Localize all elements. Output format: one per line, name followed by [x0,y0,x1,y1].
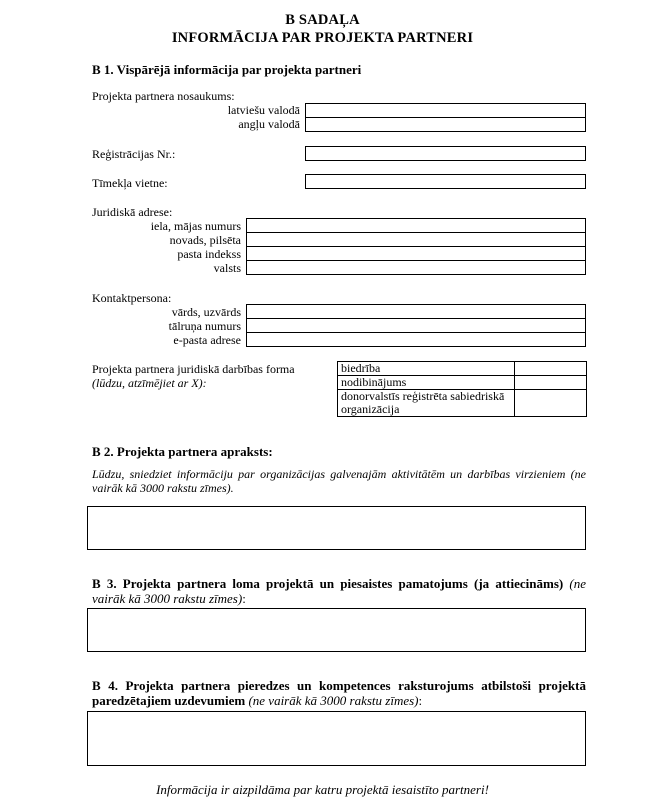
legal-form-checkbox[interactable] [515,362,587,376]
lang-en-label: angļu valodā [238,117,300,131]
legal-form-row [338,390,587,417]
address-postcode-label: pasta indekss [177,247,241,261]
website-label: Tīmekļa vietne: [92,176,168,190]
b1-heading: B 1. Vispārējā informācija par projekta partneri [92,62,362,77]
legal-form-hint: (lūdzu, atzīmējiet ar X): [92,376,207,390]
contact-phone-label: tālruņa numurs [168,319,241,333]
legal-form-option: nodibinājums [338,376,515,390]
page-title: INFORMĀCIJA PAR PROJEKTA PARTNERI [171,30,474,46]
b4-hint: (ne vairāk kā 3000 rakstu zīmes) [248,693,419,708]
address-postcode-field[interactable] [246,246,586,261]
address-region-label: novads, pilsēta [169,233,241,247]
address-street-label: iela, mājas numurs [150,219,241,233]
contact-name-field[interactable] [246,304,586,319]
b4-heading-line1: B 4. Projekta partnera pieredzes un kompetences raksturojums atbilstoši projektā [92,678,586,693]
contact-name-label: vārds, uzvārds [171,305,241,319]
address-label: Juridiskā adrese: [92,205,173,219]
b2-hint-line1: Lūdzu, sniedziet informāciju par organizācijas galvenajām aktivitātēm un darbības virzieniem (ne [92,467,586,481]
partner-name-lv-field[interactable] [305,103,586,118]
legal-form-option: biedrība [338,362,515,376]
contact-email-label: e-pasta adrese [173,333,241,347]
b2-heading: B 2. Projekta partnera apraksts: [92,444,273,459]
b3-hint-line2: vairāk kā 3000 rakstu zīmes) [92,591,243,606]
contact-label: Kontaktpersona: [92,291,172,305]
legal-form-label: Projekta partnera juridiskā darbības forma [92,362,295,376]
website-field[interactable] [305,174,586,189]
b3-hint-line [92,591,246,607]
legal-form-checkbox[interactable] [515,376,587,390]
legal-form-option: donorvalstīs reģistrēta sabiedriskā organizācija [338,390,515,417]
contact-phone-field[interactable] [246,318,586,333]
reg-no-field[interactable] [305,146,586,161]
partner-name-label: Projekta partnera nosaukums: [92,89,235,103]
b3-colon: : [242,591,246,606]
b2-description-textarea[interactable] [87,506,586,550]
partner-name-en-field[interactable] [305,117,586,132]
address-country-label: valsts [213,261,241,275]
contact-email-field[interactable] [246,332,586,347]
address-street-field[interactable] [246,218,586,233]
b4-heading-line2-wrap [92,693,422,709]
b3-hint-inline: (ne [569,576,586,591]
legal-form-row [338,362,587,376]
address-region-field[interactable] [246,232,586,247]
b3-heading-text: B 3. Projekta partnera loma projektā un piesaistes pamatojums (ja attiecināms) [92,576,564,591]
legal-form-row [338,376,587,390]
b4-heading-line2: paredzētajiem uzdevumiem [92,693,246,708]
lang-lv-label: latviešu valodā [227,103,300,117]
b3-heading-line1 [92,576,586,592]
legal-form-checkbox[interactable] [515,390,587,417]
b2-hint-line2: vairāk kā 3000 rakstu zīmes). [92,481,234,495]
reg-no-label: Reģistrācijas Nr.: [92,147,176,161]
b4-experience-textarea[interactable] [87,711,586,766]
b3-role-textarea[interactable] [87,608,586,652]
legal-form-table [337,361,587,417]
b4-colon: : [418,693,423,708]
address-country-field[interactable] [246,260,586,275]
footer-note: Informācija ir aizpildāma par katru projektā iesaistīto partneri! [156,782,489,797]
section-label: B SADAĻA [285,12,360,28]
